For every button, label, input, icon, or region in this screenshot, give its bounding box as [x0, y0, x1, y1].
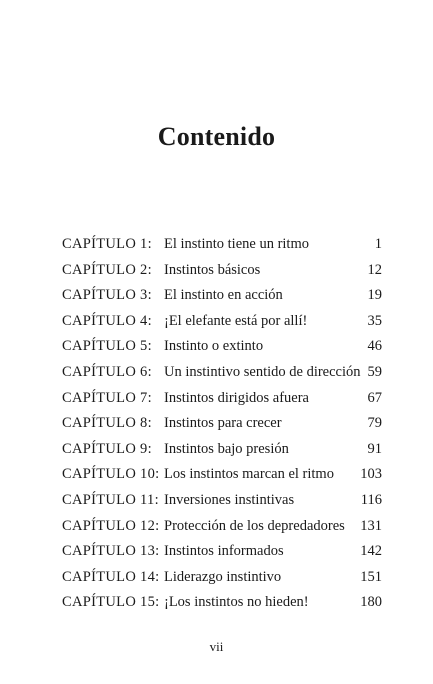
- chapter-number: CAPÍTULO 3:: [62, 287, 152, 304]
- toc-entry: [0, 489, 433, 511]
- toc-entry: [0, 233, 433, 255]
- toc-entry: [0, 284, 433, 306]
- toc-entry: [0, 259, 433, 281]
- chapter-title: Instintos bajo presión: [164, 440, 289, 457]
- chapter-number: CAPÍTULO 5:: [62, 338, 152, 355]
- page-number: 180: [360, 594, 382, 611]
- page-number: 79: [367, 415, 382, 432]
- page-number: 1: [374, 236, 382, 252]
- chapter-title: Liderazgo instintivo: [164, 568, 282, 585]
- page-number: 59: [367, 364, 382, 380]
- toc-entry: [0, 438, 433, 460]
- chapter-number: CAPÍTULO 2:: [62, 261, 152, 278]
- chapter-title: Instintos básicos: [164, 261, 261, 278]
- chapter-number: CAPÍTULO 1:: [62, 236, 152, 252]
- chapter-number: CAPÍTULO 8:: [62, 415, 152, 432]
- toc-entry: [0, 566, 433, 588]
- page-number: 142: [360, 543, 382, 560]
- chapter-number: CAPÍTULO 12:: [62, 517, 160, 534]
- chapter-number: CAPÍTULO 10:: [62, 466, 160, 483]
- page-number: 46: [367, 338, 382, 355]
- page-number: 19: [367, 287, 382, 304]
- page-number: 91: [367, 440, 382, 457]
- page-number: 103: [360, 466, 382, 483]
- toc-entry: [0, 463, 433, 485]
- chapter-title: El instinto en acción: [164, 287, 283, 304]
- toc-entry: [0, 387, 433, 409]
- chapter-title: Protección de los depredadores: [164, 517, 345, 534]
- chapter-number: CAPÍTULO 11:: [62, 492, 159, 508]
- chapter-number: CAPÍTULO 14:: [62, 568, 160, 585]
- page-folio: vii: [209, 639, 224, 654]
- chapter-title: Inversiones instintivas: [164, 492, 295, 508]
- toc-entry: [0, 412, 433, 434]
- page-title: Contenido: [157, 122, 276, 151]
- chapter-title: Instintos para crecer: [164, 415, 282, 432]
- toc-entry: [0, 335, 433, 357]
- page-number: 35: [367, 312, 382, 329]
- chapter-number: CAPÍTULO 13:: [62, 543, 160, 560]
- toc-entry: [0, 591, 433, 613]
- toc-entry: [0, 361, 433, 383]
- toc-entry: [0, 515, 433, 537]
- chapter-title: El instinto tiene un ritmo: [164, 236, 309, 252]
- page-number: 116: [360, 492, 382, 508]
- chapter-number: CAPÍTULO 6:: [62, 364, 152, 380]
- chapter-title: Instintos informados: [164, 543, 284, 560]
- chapter-title: Un instintivo sentido de dirección: [164, 364, 361, 380]
- chapter-title: ¡Los instintos no hieden!: [164, 594, 309, 611]
- page-number: 12: [367, 261, 382, 278]
- page-number: 131: [360, 517, 382, 534]
- chapter-title: Los instintos marcan el ritmo: [164, 466, 334, 483]
- page-number: 67: [367, 389, 382, 406]
- toc-entry: [0, 310, 433, 332]
- chapter-number: CAPÍTULO 9:: [62, 440, 152, 457]
- chapter-title: ¡El elefante está por allí!: [164, 312, 308, 329]
- chapter-number: CAPÍTULO 4:: [62, 312, 152, 329]
- toc-entry: [0, 540, 433, 562]
- page-number: 151: [360, 568, 382, 585]
- chapter-title: Instintos dirigidos afuera: [164, 389, 309, 406]
- chapter-number: CAPÍTULO 15:: [62, 594, 160, 611]
- chapter-number: CAPÍTULO 7:: [62, 389, 152, 406]
- chapter-title: Instinto o extinto: [164, 338, 264, 355]
